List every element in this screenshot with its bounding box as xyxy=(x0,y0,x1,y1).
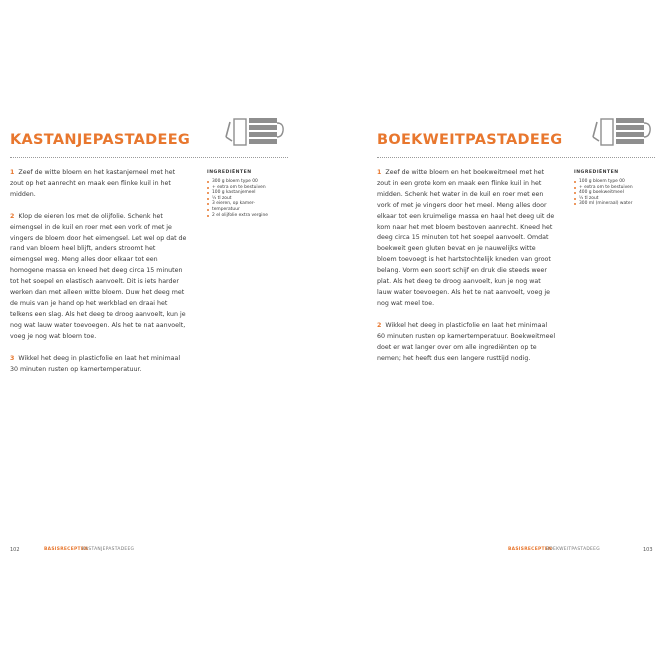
ingredient-item: ½ tl zout xyxy=(207,196,293,202)
pasta-machine-icon xyxy=(589,113,653,149)
title-divider xyxy=(10,157,288,158)
step-number: 2 xyxy=(377,321,382,329)
ingredients-list xyxy=(207,179,293,218)
ingredient-item: 100 g bloem type 00 xyxy=(574,179,660,185)
ingredient-item: 100 g kastanjemeel xyxy=(207,190,293,196)
recipe-steps xyxy=(10,168,188,386)
recipe-step xyxy=(10,212,188,343)
right-page xyxy=(335,0,670,670)
recipe-step xyxy=(10,168,188,201)
ingredients-heading: INGREDIËNTEN xyxy=(574,170,619,175)
pasta-machine-icon xyxy=(222,113,286,149)
footer-subsection: KASTANJEPASTADEEG xyxy=(82,547,135,552)
step-number: 1 xyxy=(10,169,15,176)
ingredient-item: 3 eieren, op kamer- xyxy=(207,201,293,207)
ingredients-list xyxy=(574,179,660,207)
step-number: 3 xyxy=(10,354,15,362)
step-text: Klop de eieren los met de olijfolie. Schenk het eimengsel in de kuil en roer met een vork of met je vingers de bloem door het eimengsel. Let wel op dat de rand van bloem heel blijft, anders stroomt het eimengsel weg. Meng alles door elkaar tot een homogene massa en kneed het deeg circa 15 minuten tot het soepel en elastisch aanvoelt. Dit is iets harder werken dan met alleen witte bloem. Duw het deeg met de muis van je hand op het werkblad en draai het telkens een slag. Als het deeg te droog aanvoelt, kun je nog wat lauw water toevoegen. Als het te nat aanvoelt, voeg je nog wat bloem toe. xyxy=(10,212,187,340)
recipe-title: BOEKWEITPASTADEEG xyxy=(377,132,563,148)
step-text: Wikkel het deeg in plasticfolie en laat het minimaal 60 minuten rusten op kamertemperatuur. Boekweitmeel doet er wat langer over om alle ingrediënten op te nemen; het heeft dus een langere rusttijd nodig. xyxy=(377,321,556,362)
recipe-title: KASTANJEPASTADEEG xyxy=(10,132,191,148)
ingredient-item: + extra om te bestuiven xyxy=(207,185,293,191)
step-text: Wikkel het deeg in plasticfolie en laat het minimaal 30 minuten rusten op kamertemperatuur. xyxy=(10,354,181,373)
ingredient-item: + extra om te bestuiven xyxy=(574,185,660,191)
step-number: 1 xyxy=(377,169,382,176)
title-divider xyxy=(377,157,655,158)
recipe-steps xyxy=(377,168,557,375)
ingredient-item: temperatuur xyxy=(207,207,293,213)
ingredient-item: 400 g boekweitmeel xyxy=(574,190,660,196)
ingredient-item: 300 g bloem type 00 xyxy=(207,179,293,185)
ingredients-heading: INGREDIËNTEN xyxy=(207,170,252,175)
recipe-step xyxy=(377,168,557,310)
footer-section: BASISRECEPTEN xyxy=(508,547,553,552)
footer-subsection: BOEKWEITPASTADEEG xyxy=(546,547,600,552)
ingredient-item: ½ tl zout xyxy=(574,196,660,202)
ingredient-item: 2 el olijfolie extra vergine xyxy=(207,213,293,219)
recipe-step xyxy=(10,354,188,376)
step-text: Zeef de witte bloem en het boekweitmeel met het zout in een grote kom en maak een flinke kuil in het midden. Schenk het water in de kuil en roer met een vork of met je vingers door het meel. Meng alles door elkaar tot een kruimelige massa en haal het deeg uit de kom naar het met bloem bestoven aanrecht. Kneed het deeg circa 15 minuten tot het soepel aanvoelt. Omdat boekweit geen gluten bevat en je nauwelijks witte bloem toevoegt is het hartstochtelijk kneden van groot belang. Vorm een soort schijf en druk die steeds weer plat. Als het deeg te droog aanvoelt, kun je nog wat lauw water toevoegen. Als het te nat aanvoelt, voeg je nog wat meel toe. xyxy=(377,169,555,307)
ingredients-box xyxy=(207,170,293,218)
page-number: 103 xyxy=(643,547,653,553)
step-number: 2 xyxy=(10,212,15,220)
footer-section: BASISRECEPTEN xyxy=(44,547,89,552)
ingredient-item: 300 ml (mineraal) water xyxy=(574,201,660,207)
step-text: Zeef de witte bloem en het kastanjemeel met het zout op het aanrecht en maak een flinke kuil in het midden. xyxy=(10,169,176,198)
ingredients-box xyxy=(574,170,660,207)
page-number: 102 xyxy=(10,547,20,553)
recipe-step xyxy=(377,321,557,365)
